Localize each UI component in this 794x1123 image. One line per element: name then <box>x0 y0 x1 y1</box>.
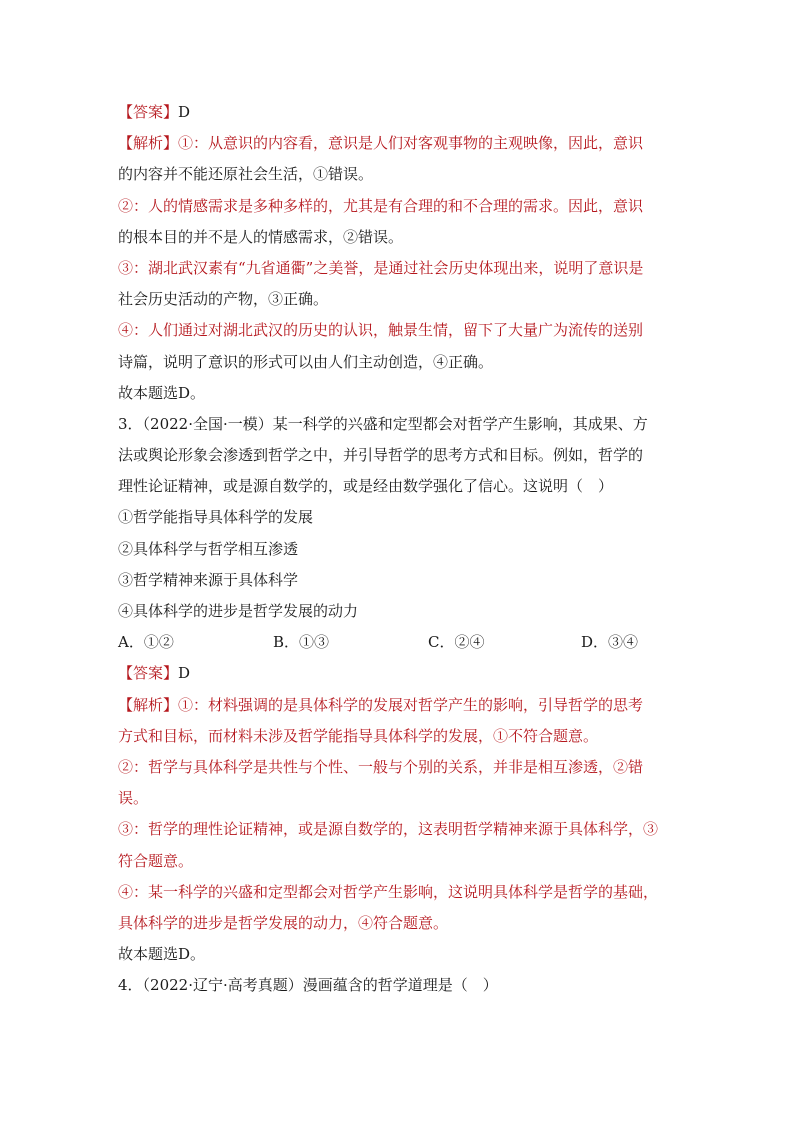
analysis-line <box>118 877 688 908</box>
answer-line <box>118 658 688 689</box>
question-stem: 4．（2022·辽宁·高考真题）漫画蕴含的哲学道理是（ ） <box>118 976 498 995</box>
analysis-line <box>118 846 688 877</box>
analysis-text: 诗篇，说明了意识的形式可以由人们主动创造，④正确。 <box>118 352 494 371</box>
analysis-line <box>118 347 688 378</box>
analysis-text: 符合题意。 <box>118 851 194 870</box>
question-stem: 理性论证精神，或是源自数学的，或是经由数学强化了信心。这说明（ ） <box>118 477 614 496</box>
analysis-line <box>118 315 688 346</box>
answer-tag: 【答案】 <box>118 103 179 121</box>
analysis-text: 误。 <box>118 789 149 808</box>
statement-item: ②具体科学与哲学相互渗透 <box>118 539 299 558</box>
option-d: D．③④ <box>581 633 639 652</box>
analysis-text: ②：人的情感需求是多种多样的，尤其是有合理的和不合理的需求。因此，意识 <box>118 196 644 215</box>
analysis-text: 具体科学的进步是哲学发展的动力，④符合题意。 <box>118 913 449 932</box>
analysis-line <box>118 253 688 284</box>
options-row <box>118 627 688 658</box>
conclusion-line: 故本题选D。 <box>118 945 206 964</box>
analysis-text: ①：从意识的内容看，意识是人们对客观事物的主观映像，因此，意识 <box>178 134 644 153</box>
analysis-text: 方式和目标，而材料未涉及哲学能指导具体科学的发展，①不符合题意。 <box>118 726 599 745</box>
analysis-line <box>118 783 688 814</box>
analysis-text: 的根本目的并不是人的情感需求，②错误。 <box>118 227 404 246</box>
analysis-text: ③：湖北武汉素有“九省通衢”之美誉，是通过社会历史体现出来，说明了意识是 <box>118 258 644 277</box>
analysis-line <box>118 159 688 190</box>
analysis-line <box>118 721 688 752</box>
analysis-text: ④：人们通过对湖北武汉的历史的认识，触景生情，留下了大量广为流传的送别 <box>118 321 644 340</box>
analysis-text: ④：某一科学的兴盛和定型都会对哲学产生影响，这说明具体科学是哲学的基础， <box>118 882 659 901</box>
document-content <box>118 97 688 1001</box>
analysis-text: ①：材料强调的是具体科学的发展对哲学产生的影响，引导哲学的思考 <box>178 695 644 714</box>
analysis-line <box>118 908 688 939</box>
answer-value: D <box>178 664 191 683</box>
analysis-line <box>118 128 688 159</box>
analysis-line <box>118 814 688 845</box>
statement-item: ①哲学能指导具体科学的发展 <box>118 508 314 527</box>
option-b: B．①③ <box>273 633 330 652</box>
analysis-text: 社会历史活动的产物，③正确。 <box>118 290 329 309</box>
analysis-tag: 【解析】 <box>118 134 179 153</box>
answer-tag: 【答案】 <box>118 664 179 683</box>
statement-item: ④具体科学的进步是哲学发展的动力 <box>118 602 359 620</box>
option-a: A．①② <box>118 633 174 652</box>
analysis-text: ③：哲学的理性论证精神，或是源自数学的，这表明哲学精神来源于具体科学，③ <box>118 820 659 839</box>
analysis-line <box>118 690 688 721</box>
analysis-line <box>118 191 688 222</box>
conclusion-line: 故本题选D。 <box>118 383 206 402</box>
question-stem: 法或舆论形象会渗透到哲学之中，并引导哲学的思考方式和目标。例如，哲学的 <box>118 446 644 465</box>
analysis-line <box>118 222 688 253</box>
analysis-line <box>118 284 688 315</box>
analysis-line <box>118 752 688 783</box>
answer-line <box>118 97 688 128</box>
answer-value: D <box>178 103 191 121</box>
question-stem: 3．（2022·全国·一模）某一科学的兴盛和定型都会对哲学产生影响，其成果、方 <box>118 414 648 433</box>
analysis-tag: 【解析】 <box>118 695 179 714</box>
statement-item: ③哲学精神来源于具体科学 <box>118 570 299 589</box>
analysis-text: 的内容并不能还原社会生活，①错误。 <box>118 165 374 184</box>
analysis-text: ②：哲学与具体科学是共性与个性、一般与个别的关系，并非是相互渗透，②错 <box>118 757 644 776</box>
option-c: C．②④ <box>428 633 485 652</box>
